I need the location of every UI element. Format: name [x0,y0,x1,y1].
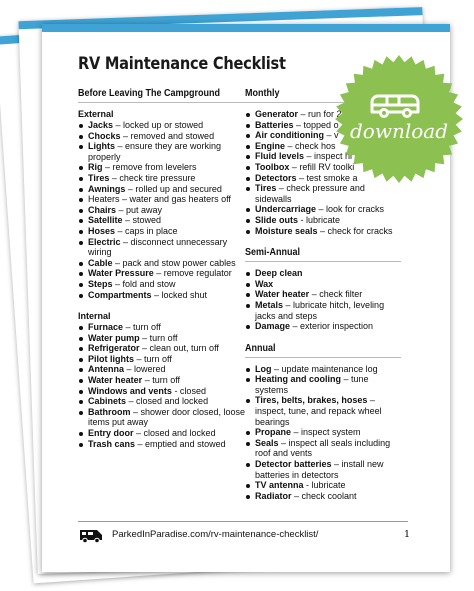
item-label: Moisture seals [255,225,318,236]
download-label: download [349,119,448,143]
item-detail: – refill RV toolki [289,161,355,172]
heading-rule [245,261,401,262]
item-detail: – inspect, tune, and repack wheel bearings [255,395,382,427]
checklist-item [78,364,248,375]
checklist-item [245,374,401,395]
item-detail: – v [324,130,339,141]
checklist-item [78,333,248,344]
checklist-item [245,268,401,279]
heading-rule [245,357,401,358]
item-detail: – put away [116,204,163,215]
checklist-item [245,459,401,480]
item-detail: – test smoke a [296,172,358,183]
item-detail: – update maintenance log [271,363,378,374]
item-detail: – locked shut [151,289,208,300]
item-detail: – locked up or stowed [113,120,204,130]
item-label: Entry door [88,428,134,439]
download-badge[interactable] [334,52,464,186]
item-detail: – inspect all seals including roof and vents [255,437,391,459]
internal-list [78,322,248,449]
item-label: Detectors [255,172,297,183]
checklist-item [245,204,401,215]
item-detail: – topped o [293,119,339,130]
checklist-item [78,215,248,226]
item-label: Radiator [255,490,292,501]
checklist-item [78,120,248,131]
subheading-external: External [78,109,114,119]
item-detail: – tune systems [255,374,369,395]
footer-url[interactable]: ParkedInParadise.com/rv-maintenance-checklist/ [112,529,319,540]
item-label: Compartments [88,289,152,300]
item-label: Slide outs [255,214,299,225]
item-detail: - closed [171,385,206,396]
item-label: Detector batteries [255,459,332,470]
checklist-item [245,183,401,204]
item-detail: – install new batteries in detectors [255,459,384,480]
item-detail: - lubricate [303,480,346,491]
item-detail: Heaters – water and gas heaters off [88,194,231,205]
item-label: Batteries [255,119,294,130]
item-detail: – run for 2 [298,109,342,119]
item-label: Cabinets [88,396,127,407]
page-title: RV Maintenance Checklist [78,54,286,74]
annual-list [245,364,401,502]
item-label: Water heater [255,289,310,300]
checklist-item [78,173,248,184]
item-detail: – removed and stowed [120,130,215,141]
checklist-item [245,491,401,502]
item-label: TV antenna [255,480,304,491]
checklist-item [78,396,248,407]
item-detail: – clean out, turn off [139,343,219,354]
checklist-item [78,322,248,333]
checklist-item [78,226,248,237]
checklist-item [78,407,248,428]
item-detail: – check tire pressure [109,172,196,183]
item-detail: – closed and locked [133,428,216,439]
left-column [78,88,248,449]
heading-rule [78,102,248,103]
item-label: Toolbox [255,161,290,172]
item-label: Antenna [88,364,124,375]
item-detail: – check coolant [291,490,357,501]
checklist-item [245,279,401,290]
checklist-item [78,290,248,301]
item-label: Engine [255,140,286,151]
item-label: Metals [255,299,284,310]
item-label: Bathroom [88,406,131,417]
item-label: Chocks [88,130,121,141]
item-label: Jacks [88,120,114,130]
item-detail: – turn off [139,332,178,343]
item-detail: – remove regulator [153,268,232,279]
checklist-item [78,279,248,290]
checklist-item [78,439,248,450]
van-icon [78,527,104,543]
item-detail: – check pressure and sidewalls [255,183,365,204]
item-label: Satellite [88,215,123,226]
item-label: Undercarriage [255,204,317,215]
checklist-item [78,162,248,173]
item-detail: – emptied and stowed [135,438,226,449]
item-label: Awnings [88,183,126,194]
checklist-item [245,427,401,438]
item-label: Trash cans [88,438,136,449]
item-label: Steps [88,278,113,289]
item-detail: – pack and stow power cables [112,257,236,268]
item-label: Windows and vents [88,385,172,396]
checklist-item [245,226,401,237]
item-detail: – check hos [285,140,336,151]
item-detail: - lubricate [298,214,341,225]
item-label: Tires [255,183,277,194]
checklist-item [78,141,248,162]
checklist-item [245,395,401,427]
item-detail: – lowered [124,364,166,375]
checklist-item [78,194,248,205]
item-label: Rig [88,162,103,173]
semi-annual-list [245,268,401,332]
item-label: Fluid levels [255,151,305,162]
checklist-item [245,480,401,491]
checklist-item [245,215,401,226]
item-label: Heating and cooling [255,374,342,385]
checklist-item [78,184,248,195]
section-heading-monthly: Monthly [245,88,280,99]
checklist-item [78,268,248,279]
item-label: Propane [255,427,292,438]
section-heading-before-leaving: Before Leaving The Campground [78,88,221,99]
checklist-item [245,438,401,459]
item-label: Tires [88,172,110,183]
checklist-item [78,375,248,386]
checklist-item [78,258,248,269]
section-heading-semi-annual: Semi-Annual [245,247,301,259]
checklist-item [78,237,248,258]
item-detail: – ensure they are working properly [88,141,222,162]
item-label: Tires, belts, brakes, hoses [255,395,368,406]
item-detail: – inspect system [291,427,361,438]
page-number: 1 [403,529,410,540]
footer-rule [78,521,408,522]
section-heading-annual: Annual [245,342,276,354]
item-detail: – stowed [122,215,162,226]
checklist-item [78,131,248,142]
item-detail: – turn off [134,353,172,364]
item-detail: – exterior inspection [290,321,374,332]
item-detail: – shower door closed, loose items put away [88,406,246,428]
item-detail: – caps in place [115,225,178,236]
item-label: Seals [255,437,279,448]
checklist-item [245,300,401,321]
item-label: Water pump [88,332,140,343]
checklist-item [78,205,248,216]
item-detail: – check filter [309,289,363,300]
item-label: Water heater [88,375,143,386]
checklist-item [78,354,248,365]
checklist-item [78,428,248,439]
item-detail: – inspect hi [304,151,353,162]
item-detail: – look for cracks [316,204,385,215]
item-label: Air conditioning [255,130,324,141]
external-list [78,120,248,300]
item-detail: – check for cracks [317,225,393,236]
item-label: Refrigerator [88,343,140,354]
item-detail: – rolled up and secured [125,183,222,194]
item-detail: – turn off [142,375,181,386]
item-label: Hoses [88,225,116,236]
item-label: Deep clean [255,268,303,279]
item-label: Log [255,363,272,374]
page-footer [78,527,408,547]
item-label: Wax [255,278,274,289]
item-detail: – remove from levelers [102,162,197,173]
item-label: Chairs [88,204,117,215]
item-label: Water Pressure [88,268,154,279]
checklist-item [78,343,248,354]
subheading-internal: Internal [78,311,111,322]
item-detail: – turn off [123,322,161,333]
item-label: Damage [255,321,291,332]
item-label: Furnace [88,322,124,333]
checklist-item [245,289,401,300]
checklist-item [245,364,401,375]
item-label: Generator [255,109,299,119]
checklist-item [245,321,401,332]
item-detail: – disconnect unnecessary wiring [88,236,228,258]
item-detail: – lubricate hitch, leveling jacks and steps [255,299,385,321]
checklist-item [78,386,248,397]
item-label: Pilot lights [88,353,134,364]
item-detail: – closed and locked [126,396,209,407]
item-label: Cable [88,257,113,268]
item-detail: – fold and stow [112,278,176,289]
item-label: Lights [88,141,115,152]
item-label: Electric [88,236,121,247]
